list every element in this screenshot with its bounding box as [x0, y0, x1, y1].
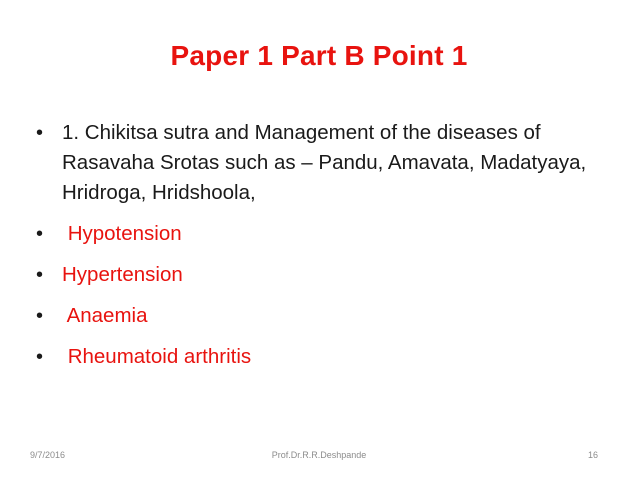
bullet-text: Hypertension: [62, 263, 183, 286]
bullet-dot-icon: •: [36, 264, 44, 286]
bullet-item: [36, 260, 596, 290]
bullet-item: [36, 219, 596, 249]
bullet-item: [36, 118, 596, 208]
bullet-dot-icon: •: [36, 223, 44, 245]
bullet-item: [36, 301, 596, 331]
bullet-item: [36, 342, 596, 372]
bullet-dot-icon: •: [36, 122, 44, 144]
bullet-text: Anaemia: [62, 304, 148, 327]
slide-title: Paper 1 Part B Point 1: [170, 40, 468, 71]
footer-author: Prof.Dr.R.R.Deshpande: [271, 450, 367, 460]
bullet-text: 1. Chikitsa sutra and Management of the diseases of Rasavaha Srotas such as – Pandu, Amavata, Madatyaya, Hridroga, Hridshoola,: [62, 121, 587, 204]
bullet-text: Rheumatoid arthritis: [62, 345, 252, 368]
bullet-dot-icon: •: [36, 305, 44, 327]
footer-page-number: 16: [587, 450, 598, 460]
footer-date: 9/7/2016: [30, 450, 66, 460]
bullet-dot-icon: •: [36, 346, 44, 368]
bullet-list: [36, 118, 596, 383]
bullet-text: Hypotension: [62, 222, 182, 245]
